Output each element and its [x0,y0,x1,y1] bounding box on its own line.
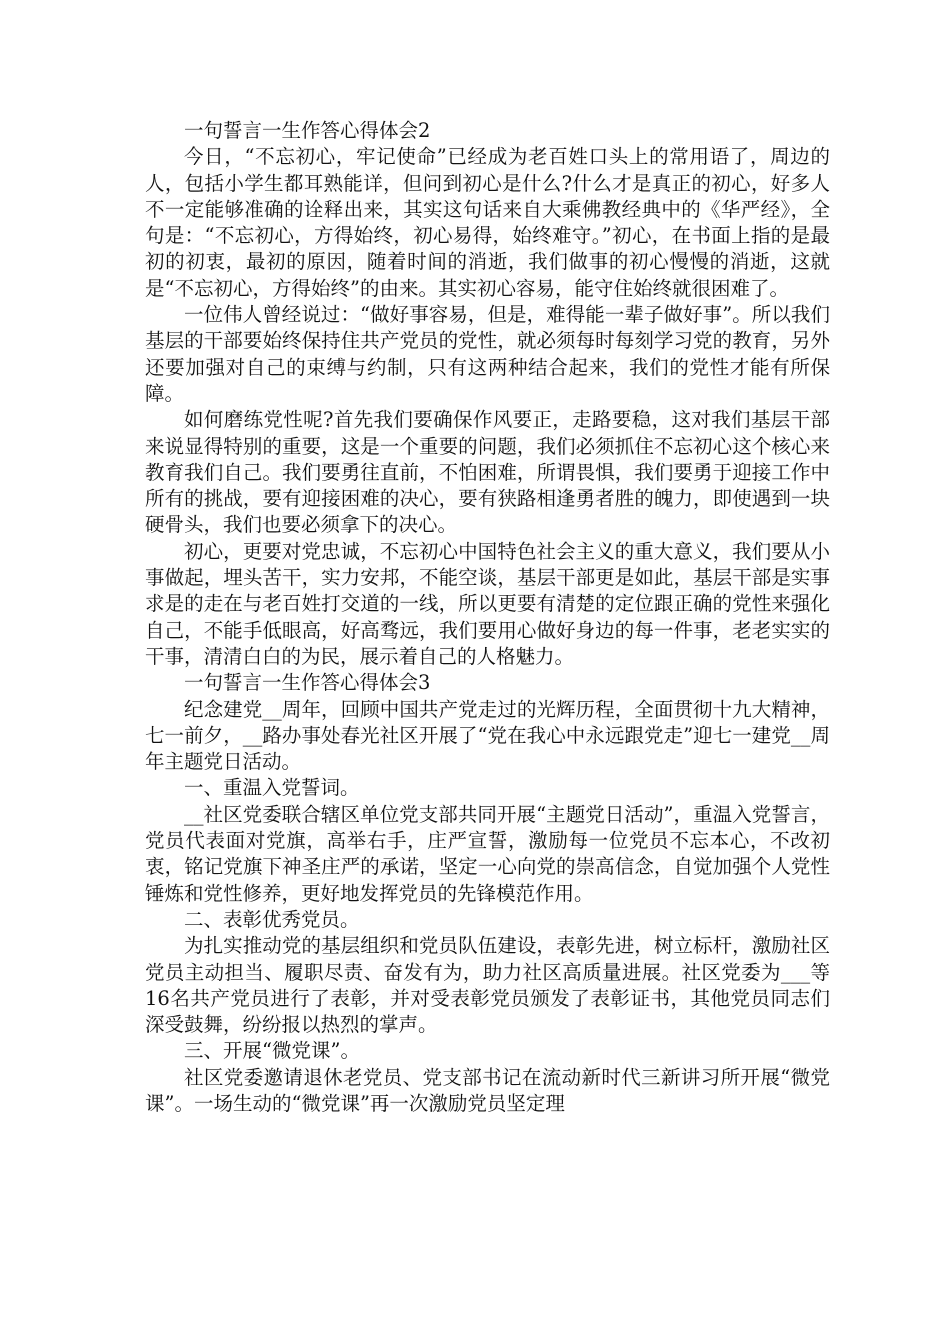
paragraph: __社区党委联合辖区单位党支部共同开展“主题党日活动”，重温入党誓言，党员代表面对党旗，高举右手，庄严宣誓，激励每一位党员不忘本心，不改初衷，铭记党旗下神圣庄严的承诺，坚定一心向党的崇高信念，自觉加强个人党性锤炼和党性修养，更好地发挥党员的先锋模范作用。 [145,802,830,905]
paragraph: 一位伟人曾经说过：“做好事容易，但是，难得能一辈子做好事”。所以我们基层的干部要始终保持住共产党员的党性，就必须每时每刻学习党的教育，另外还要加强对自己的束缚与约制，只有这两种结合起来，我们的党性才能有所保障。 [145,303,830,405]
subheading-2: 二、表彰优秀党员。 [184,907,360,931]
subheading-1: 一、重温入党誓词。 [184,776,360,800]
section-heading-2: 一句誓言一生作答心得体会2 [184,119,431,142]
paragraph: 为扎实推动党的基层组织和党员队伍建设，表彰先进，树立标杆，激励社区党员主动担当、履职尽责、奋发有为，助力社区高质量进展。社区党委为___等16名共产党员进行了表彰，并对受表彰党员颁发了表彰证书，其他党员同志们深受鼓舞，纷纷报以热烈的掌声。 [145,934,830,1037]
subheading-3: 三、开展“微党课”。 [184,1039,360,1063]
document-body [145,118,830,1117]
paragraph: 初心，更要对党忠诚，不忘初心中国特色社会主义的重大意义，我们要从小事做起，埋头苦干，实力安邦，不能空谈，基层干部更是如此，基层干部是实事求是的走在与老百姓打交道的一线，所以更要有清楚的定位跟正确的党性来强化自己，不能手低眼高，好高骛远，我们要用心做好身边的每一件事，老老实实的干事，清清白白的为民，展示着自己的人格魅力。 [145,539,830,668]
paragraph: 纪念建党__周年，回顾中国共产党走过的光辉历程，全面贯彻十九大精神，七一前夕，__路办事处春光社区开展了“党在我心中永远跟党走”迎七一建党__周年主题党日活动。 [145,697,830,774]
paragraph: 如何磨练党性呢?首先我们要确保作风要正，走路要稳，这对我们基层干部来说显得特别的重要，这是一个重要的问题，我们必须抓住不忘初心这个核心来教育我们自己。我们要勇往直前，不怕困难，所谓畏惧，我们要勇于迎接工作中所有的挑战，要有迎接困难的决心，要有狭路相逢勇者胜的魄力，即使遇到一块硬骨头，我们也要必须拿下的决心。 [145,408,830,537]
paragraph: 社区党委邀请退休老党员、党支部书记在流动新时代三新讲习所开展“微党课”。一场生动的“微党课”再一次激励党员坚定理 [145,1065,830,1115]
paragraph: 今日，“不忘初心，牢记使命”已经成为老百姓口头上的常用语了，周边的人，包括小学生都耳熟能详，但问到初心是什么?什么才是真正的初心，好多人不一定能够准确的诠释出来，其实这句话来自大乘佛教经典中的《华严经》，全句是：“不忘初心，方得始终，初心易得，始终难守。”初心，在书面上指的是最初的初衷，最初的原因，随着时间的消逝，我们做事的初心慢慢的消逝，这就是“不忘初心，方得始终”的由来。其实初心容易，能守住始终就很困难了。 [145,145,830,300]
section-heading-3: 一句誓言一生作答心得体会3 [184,671,431,695]
